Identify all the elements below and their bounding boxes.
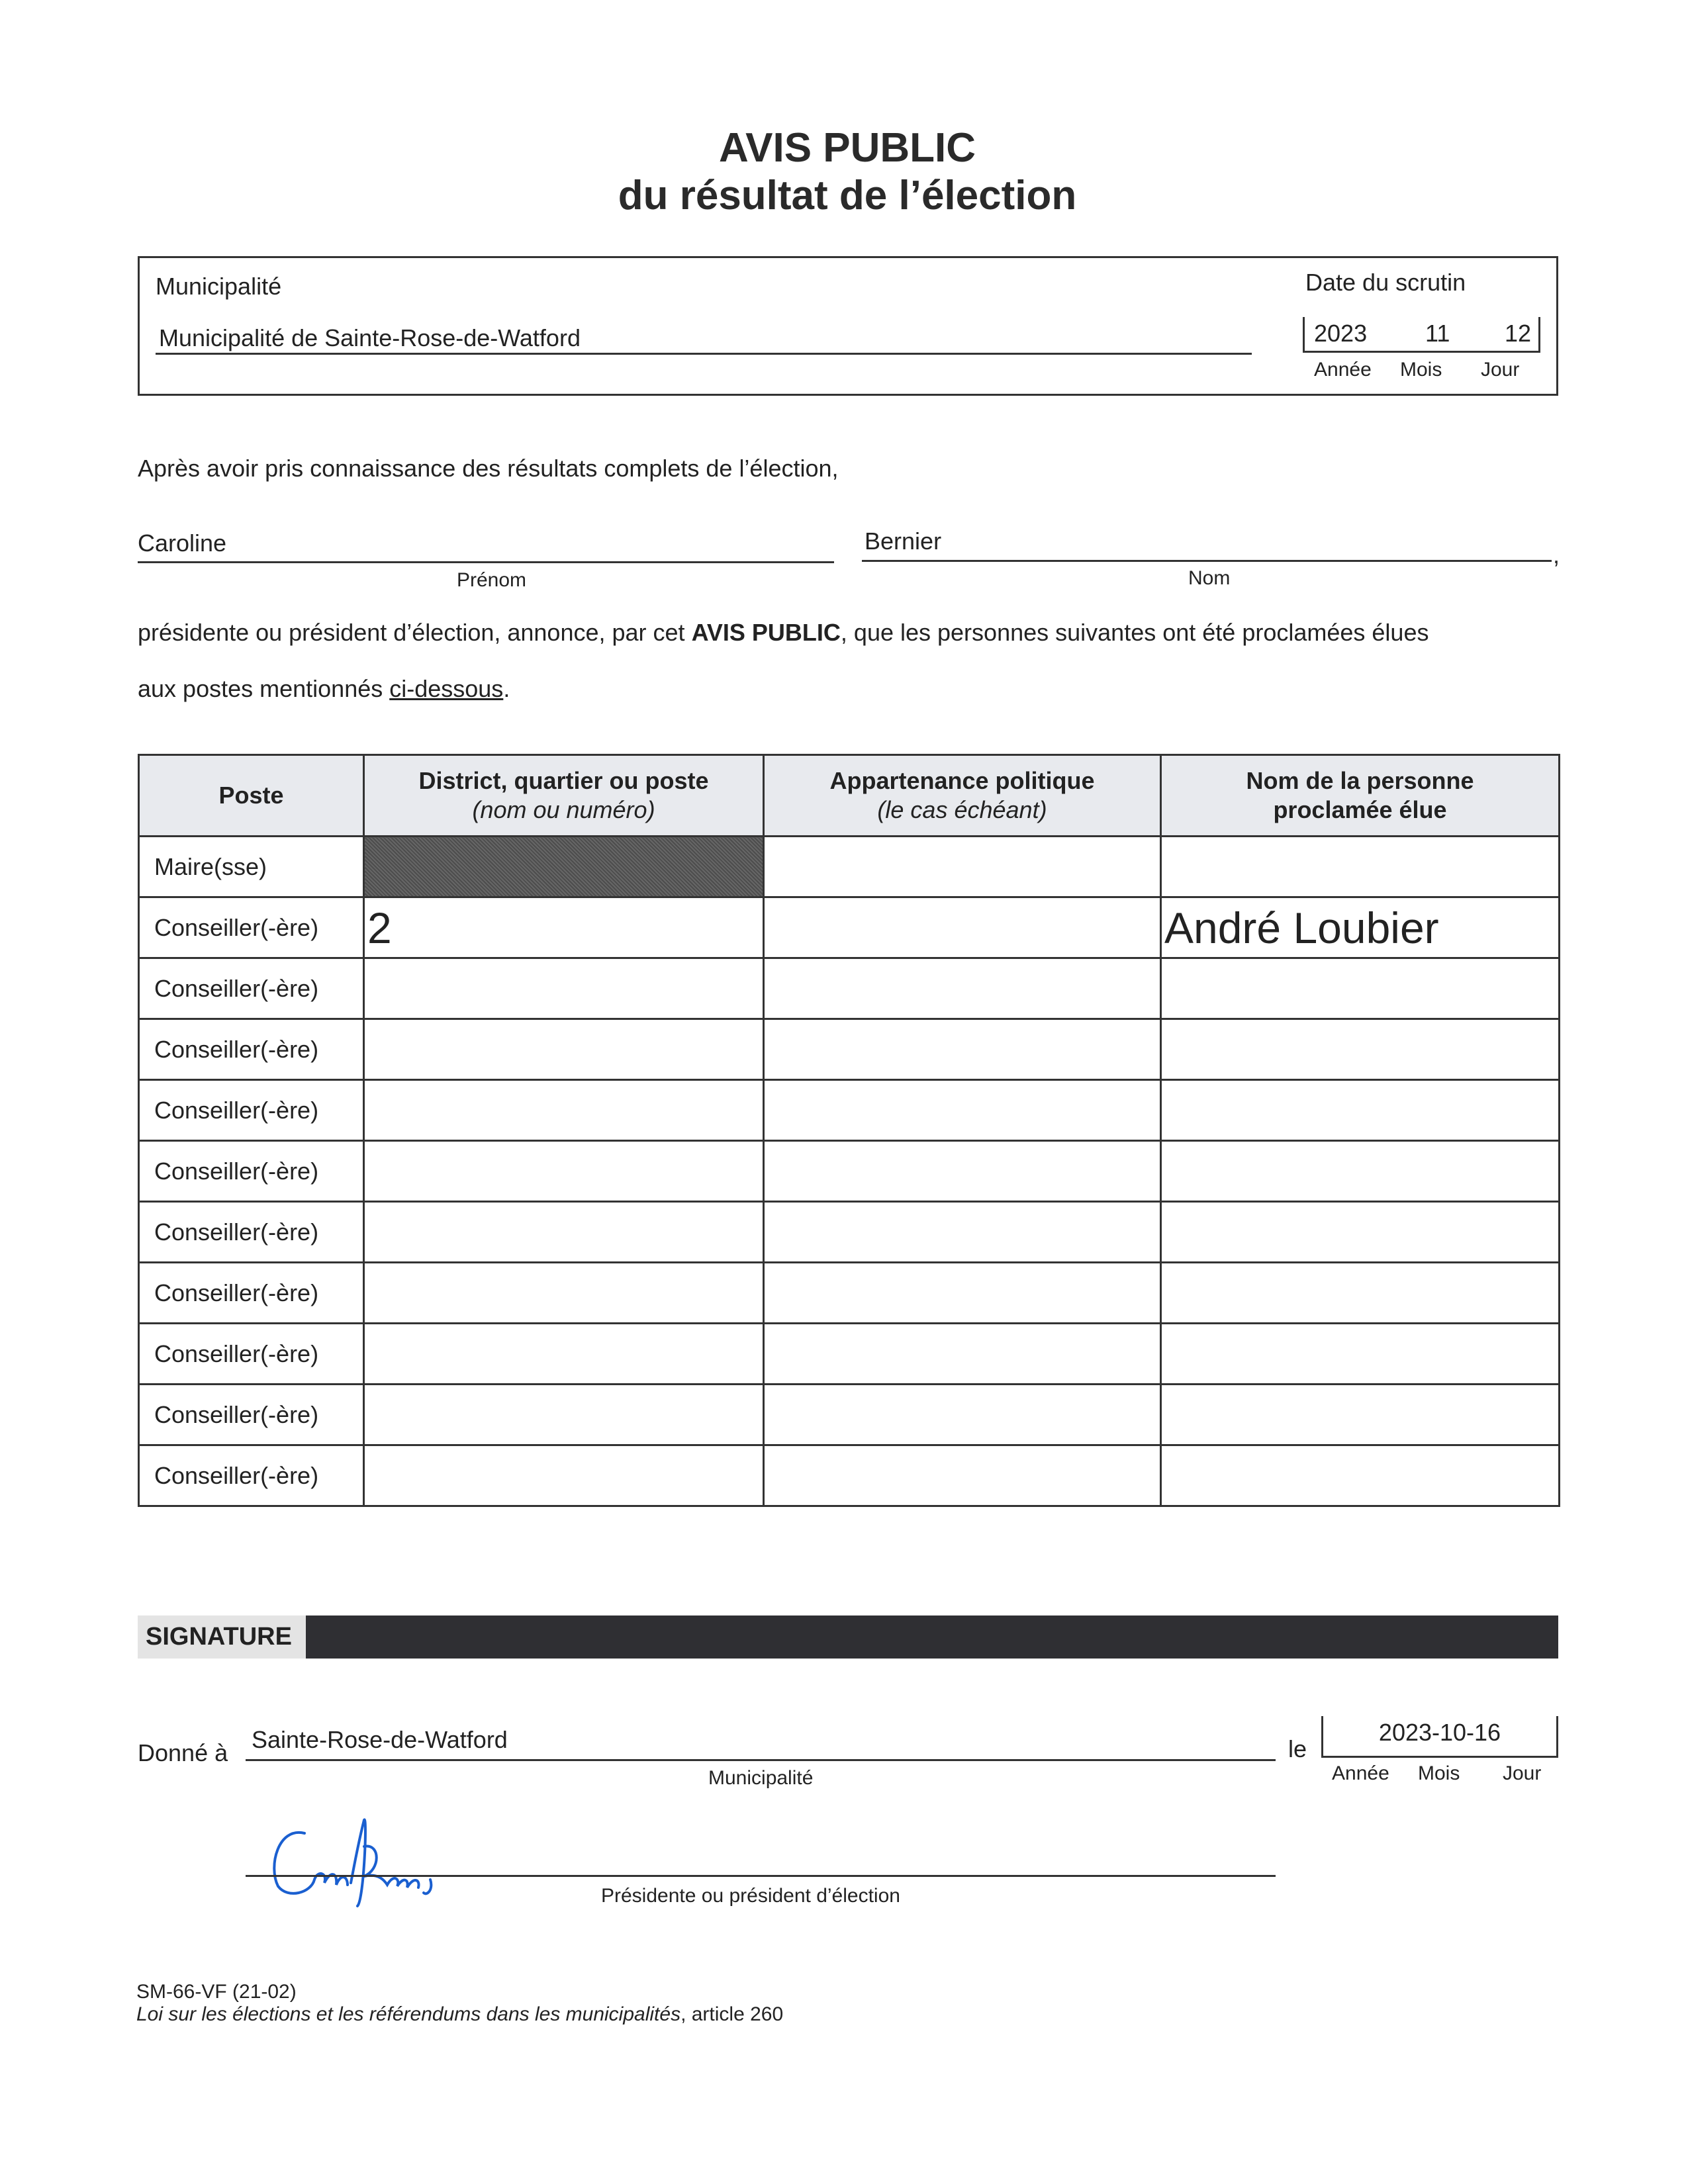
cell-parti[interactable]	[764, 837, 1161, 897]
announcement-text: , que les personnes suivantes ont été proclamées élues	[840, 619, 1429, 646]
cell-parti[interactable]	[764, 1019, 1161, 1080]
cell-nom[interactable]	[1161, 958, 1560, 1019]
cell-nom[interactable]	[1161, 1019, 1560, 1080]
cell-district[interactable]	[364, 1019, 764, 1080]
day-label: Jour	[1481, 359, 1520, 381]
law-reference	[136, 2003, 783, 2026]
last-name-underline	[862, 560, 1552, 562]
form-code: SM-66-VF (21-02)	[136, 1981, 297, 2003]
cell-poste: Conseiller(-ère)	[139, 897, 364, 958]
header-parti-sub: (le cas échéant)	[877, 796, 1047, 823]
given-at-field[interactable]: Sainte-Rose-de-Watford	[252, 1726, 508, 1753]
header-nom-main: Nom de la personne	[1246, 767, 1474, 794]
cell-nom[interactable]	[1161, 1202, 1560, 1263]
handwritten-signature	[265, 1807, 463, 1913]
announcement-text: aux postes mentionnés	[138, 675, 390, 702]
cell-district[interactable]	[364, 1263, 764, 1324]
cell-poste: Conseiller(-ère)	[139, 1324, 364, 1385]
cell-poste: Conseiller(-ère)	[139, 1080, 364, 1141]
on-label: le	[1288, 1735, 1307, 1762]
cell-district[interactable]: 2	[364, 897, 764, 958]
results-table	[138, 754, 1560, 1507]
cell-district[interactable]	[364, 1445, 764, 1506]
header-nom-sub: proclamée élue	[1273, 796, 1447, 823]
table-row	[139, 1385, 1560, 1445]
title-line-1: AVIS PUBLIC	[718, 125, 976, 171]
year-label: Année	[1314, 359, 1372, 381]
sig-month-label: Mois	[1418, 1762, 1460, 1784]
first-name-field[interactable]: Caroline	[138, 529, 227, 557]
cell-nom[interactable]: André Loubier	[1161, 897, 1560, 958]
announcement-bold: AVIS PUBLIC	[691, 619, 841, 646]
header-parti-main: Appartenance politique	[829, 767, 1095, 794]
period: .	[503, 675, 510, 702]
given-at-municipality-label: Municipalité	[708, 1767, 814, 1789]
signature-date-value: 2023-10-16	[1378, 1719, 1501, 1746]
cell-nom[interactable]	[1161, 1385, 1560, 1445]
cell-parti[interactable]	[764, 1324, 1161, 1385]
cell-poste: Conseiller(-ère)	[139, 1263, 364, 1324]
table-row	[139, 1263, 1560, 1324]
announcement-line-2	[138, 675, 510, 703]
signer-label: Présidente ou président d’élection	[601, 1885, 900, 1907]
signature-date-field[interactable]	[1321, 1716, 1558, 1758]
date-label: Date du scrutin	[1305, 269, 1466, 296]
announcement-text: présidente ou président d’élection, annonce, par cet	[138, 619, 692, 646]
title-line-2: du résultat de l’élection	[618, 173, 1077, 218]
law-article: , article 260	[680, 2003, 784, 2025]
header-poste: Poste	[139, 755, 364, 837]
cell-parti[interactable]	[764, 1445, 1161, 1506]
cell-parti[interactable]	[764, 958, 1161, 1019]
cell-poste: Conseiller(-ère)	[139, 1385, 364, 1445]
cell-parti[interactable]	[764, 1141, 1161, 1202]
cell-nom[interactable]	[1161, 1324, 1560, 1385]
month-label: Mois	[1400, 359, 1442, 381]
cell-nom[interactable]	[1161, 1445, 1560, 1506]
cell-parti[interactable]	[764, 897, 1161, 958]
signature-line	[246, 1875, 1276, 1877]
cell-parti[interactable]	[764, 1263, 1161, 1324]
header-parti	[764, 755, 1161, 837]
cell-district[interactable]	[364, 1385, 764, 1445]
sig-day-label: Jour	[1503, 1762, 1542, 1784]
first-name-label: Prénom	[457, 569, 527, 591]
cell-district[interactable]	[364, 1080, 764, 1141]
cell-poste: Maire(sse)	[139, 837, 364, 897]
cell-district	[364, 837, 764, 897]
given-at-label: Donné à	[138, 1739, 228, 1766]
given-at-underline	[246, 1759, 1276, 1761]
signature-section-bar	[306, 1615, 1558, 1659]
sig-year-label: Année	[1332, 1762, 1389, 1784]
table-header-row	[139, 755, 1560, 837]
announcement-line-1	[138, 619, 1429, 647]
ci-dessous-link[interactable]: ci-dessous	[389, 675, 504, 702]
cell-parti[interactable]	[764, 1080, 1161, 1141]
cell-poste: Conseiller(-ère)	[139, 1019, 364, 1080]
cell-poste: Conseiller(-ère)	[139, 1202, 364, 1263]
table-row	[139, 1080, 1560, 1141]
municipality-label: Municipalité	[156, 273, 282, 300]
date-year: 2023	[1314, 320, 1368, 347]
cell-poste: Conseiller(-ère)	[139, 1445, 364, 1506]
table-row	[139, 1019, 1560, 1080]
date-month: 11	[1425, 320, 1450, 347]
last-name-field[interactable]: Bernier	[865, 527, 942, 555]
table-row	[139, 1202, 1560, 1263]
table-row	[139, 837, 1560, 897]
header-district	[364, 755, 764, 837]
cell-nom[interactable]	[1161, 1080, 1560, 1141]
table-row	[139, 1324, 1560, 1385]
header-district-main: District, quartier ou poste	[418, 767, 709, 794]
header-district-sub: (nom ou numéro)	[472, 796, 655, 823]
cell-district[interactable]	[364, 1202, 764, 1263]
header-nom	[1161, 755, 1560, 837]
cell-district[interactable]	[364, 1141, 764, 1202]
cell-poste: Conseiller(-ère)	[139, 1141, 364, 1202]
cell-parti[interactable]	[764, 1385, 1161, 1445]
last-name-label: Nom	[1188, 567, 1231, 589]
cell-nom[interactable]	[1161, 837, 1560, 897]
signature-section-label: SIGNATURE	[138, 1615, 306, 1659]
municipality-field[interactable]: Municipalité de Sainte-Rose-de-Watford	[159, 324, 581, 351]
table-row	[139, 897, 1560, 958]
table-row	[139, 1141, 1560, 1202]
date-day: 12	[1505, 320, 1532, 347]
cell-district[interactable]	[364, 958, 764, 1019]
municipality-underline	[156, 353, 1252, 355]
election-date-field[interactable]	[1303, 317, 1540, 353]
table-row	[139, 1445, 1560, 1506]
table-row	[139, 958, 1560, 1019]
cell-parti[interactable]	[764, 1202, 1161, 1263]
cell-nom[interactable]	[1161, 1141, 1560, 1202]
cell-poste: Conseiller(-ère)	[139, 958, 364, 1019]
cell-district[interactable]	[364, 1324, 764, 1385]
comma: ,	[1553, 541, 1560, 569]
intro-text: Après avoir pris connaissance des résultats complets de l’élection,	[138, 455, 839, 482]
law-title: Loi sur les élections et les référendums dans les municipalités	[136, 2003, 681, 2025]
first-name-underline	[138, 561, 834, 563]
cell-nom[interactable]	[1161, 1263, 1560, 1324]
